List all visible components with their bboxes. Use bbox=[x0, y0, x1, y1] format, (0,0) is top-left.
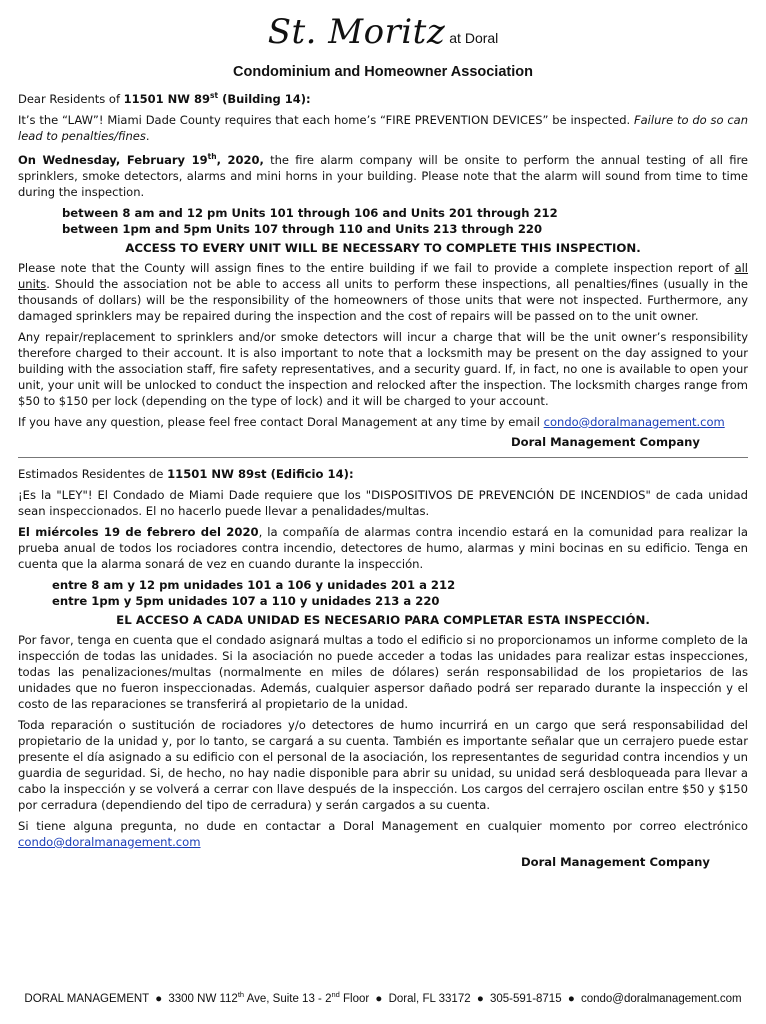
repair-paragraph-es: Toda reparación o sustitución de rociadores y/o detectores de humo incurrirá en un cargo que será responsabilidad del propietario de la unidad y, por lo tanto, se cargará a su cuenta. También es importante señalar que un cerrajero puede estar presente el día asignado a su edificio con el personal de la asociación, los representantes de seguridad contra incendios y un guardia de seguridad. Si, de hecho, no hay nadie disponible para abrir su unidad, su unidad será desbloqueada para llevar a cabo la inspección y se volverá a cerrar con llave después de la inspección. Los cargos del cerrajero oscilan entre $50 y $150 por cerradura (dependiendo del tipo de cerradura) y serán cargados a su cuenta. bbox=[18, 717, 748, 812]
english-notice bbox=[18, 88, 748, 449]
schedule-afternoon-es: entre 1pm y 5pm unidades 107 a 110 y unidades 213 a 220 bbox=[52, 593, 440, 608]
bullet-icon: ● bbox=[476, 992, 484, 1005]
greeting-es: Estimados Residentes de 11501 NW 89st (Edificio 14): bbox=[18, 466, 354, 481]
footer-city: Doral, FL 33172 bbox=[388, 992, 471, 1005]
schedule-morning: between 8 am and 12 pm Units 101 through 106 and Units 201 through 212 bbox=[62, 205, 558, 220]
access-notice-es: EL ACCESO A CADA UNIDAD ES NECESARIO PARA COMPLETAR ESTA INSPECCIÓN. bbox=[116, 612, 650, 627]
repair-paragraph: Any repair/replacement to sprinklers and/or smoke detectors will incur a charge that will be the unit owner’s responsibility therefore charged to their account. It is also important to note that a locksmith may be present on the day assigned to your building with the association staff, fire safety representatives, and a security guard. If, in fact, no one is available to open your unit, your unit will be unlocked to conduct the inspection and relocked after the inspection. The locksmith charges range from $50 to $150 per lock (depending on the type of lock) and it will be charged to your account. bbox=[18, 329, 748, 408]
footer-address: 3300 NW 112th Ave, Suite 13 - 2nd Floor bbox=[168, 990, 370, 1005]
contact-paragraph: If you have any question, please feel free contact Doral Management at any time by email condo@doralmanagement.com bbox=[18, 414, 725, 429]
signature-es: Doral Management Company bbox=[520, 854, 710, 869]
greeting: Dear Residents of 11501 NW 89st (Building 14): bbox=[18, 91, 311, 106]
brand-suffix: at Doral bbox=[449, 30, 499, 46]
association-title: Condominium and Homeowner Association bbox=[233, 64, 533, 80]
schedule-afternoon: between 1pm and 5pm Units 107 through 110 and Units 213 through 220 bbox=[62, 221, 543, 236]
date-paragraph-es: El miércoles 19 de febrero del 2020, la compañía de alarmas contra incendio estará en la comunidad para realizar la prueba anual de todos los rociadores contra incendio, detectores de humo, alarmas y mini bocinas en su edificio. Tenga en cuenta que la alarma sonará de vez en cuando durante la inspección. bbox=[18, 524, 749, 571]
date-paragraph: On Wednesday, February 19th, 2020, the fire alarm company will be onsite to perform the annual testing of all fire sprinklers, smoke detectors, alarms and mini horns in your building. Please note that the alarm will sound from time to time during the inspection. bbox=[18, 151, 749, 199]
footer-phone: 305-591-8715 bbox=[489, 992, 562, 1005]
law-paragraph-es: ¡Es la "LEY"! El Condado de Miami Dade requiere que los "DISPOSITIVOS DE PREVENCIÓN DE INCENDIOS" de cada unidad sean inspeccionados. El no hacerlo puede llevar a penalidades/multas. bbox=[18, 487, 748, 518]
fines-paragraph: Please note that the County will assign fines to the entire building if we fail to provide a complete inspection report of all units. Should the association not be able to access all units to perform these inspections, all penalties/fines (usually in the thousands of dollars) will be the responsibility of the homeowners of those units that were not inspected. Furthermore, any damaged sprinklers may be repaired during the inspection and the cost of repairs will be passed on to the unit owner. bbox=[18, 260, 748, 323]
contact-paragraph-es: Si tiene alguna pregunta, no dude en contactar a Doral Management en cualquier momento por correo electrónico condo@doralmanagement.com bbox=[18, 818, 748, 849]
spanish-notice bbox=[18, 466, 748, 869]
bullet-icon: ● bbox=[567, 992, 575, 1005]
schedule-morning-es: entre 8 am y 12 pm unidades 101 a 106 y unidades 201 a 212 bbox=[52, 577, 456, 592]
access-notice: ACCESS TO EVERY UNIT WILL BE NECESSARY TO COMPLETE THIS INSPECTION. bbox=[125, 240, 641, 255]
email-link[interactable]: condo@doralmanagement.com bbox=[543, 414, 725, 429]
letterhead bbox=[18, 0, 748, 52]
notice-page bbox=[18, 0, 748, 869]
bullet-icon: ● bbox=[375, 992, 383, 1005]
section-divider bbox=[18, 457, 748, 458]
footer-company: DORAL MANAGEMENT bbox=[24, 992, 149, 1005]
footer-email: condo@doralmanagement.com bbox=[580, 992, 742, 1005]
brand-name: St. Moritz bbox=[267, 12, 446, 52]
fines-paragraph-es: Por favor, tenga en cuenta que el condado asignará multas a todo el edificio si no proporcionamos un informe completo de la inspección de todas las unidades. Si la asociación no puede acceder a todas las unidades para realizar estas inspecciones, todas las penalizaciones/multas (normalmente en miles de dólares) serán responsabilidad de los propietarios de las unidades que no fueron inspeccionadas. Además, cualquier aspersor dañado podrá ser reparado durante la inspección y el costo de las reparaciones se transferirá al propietario de la unidad. bbox=[18, 632, 748, 711]
bullet-icon: ● bbox=[155, 992, 163, 1005]
footer bbox=[0, 990, 766, 1005]
schedule-block bbox=[62, 205, 748, 237]
law-paragraph: It’s the “LAW”! Miami Dade County requires that each home’s “FIRE PREVENTION DEVICES” be inspected. Failure to do so can lead to penalties/fines. bbox=[18, 112, 748, 143]
schedule-block-es bbox=[52, 577, 748, 609]
signature: Doral Management Company bbox=[510, 434, 700, 449]
email-link-es[interactable]: condo@doralmanagement.com bbox=[18, 834, 201, 849]
